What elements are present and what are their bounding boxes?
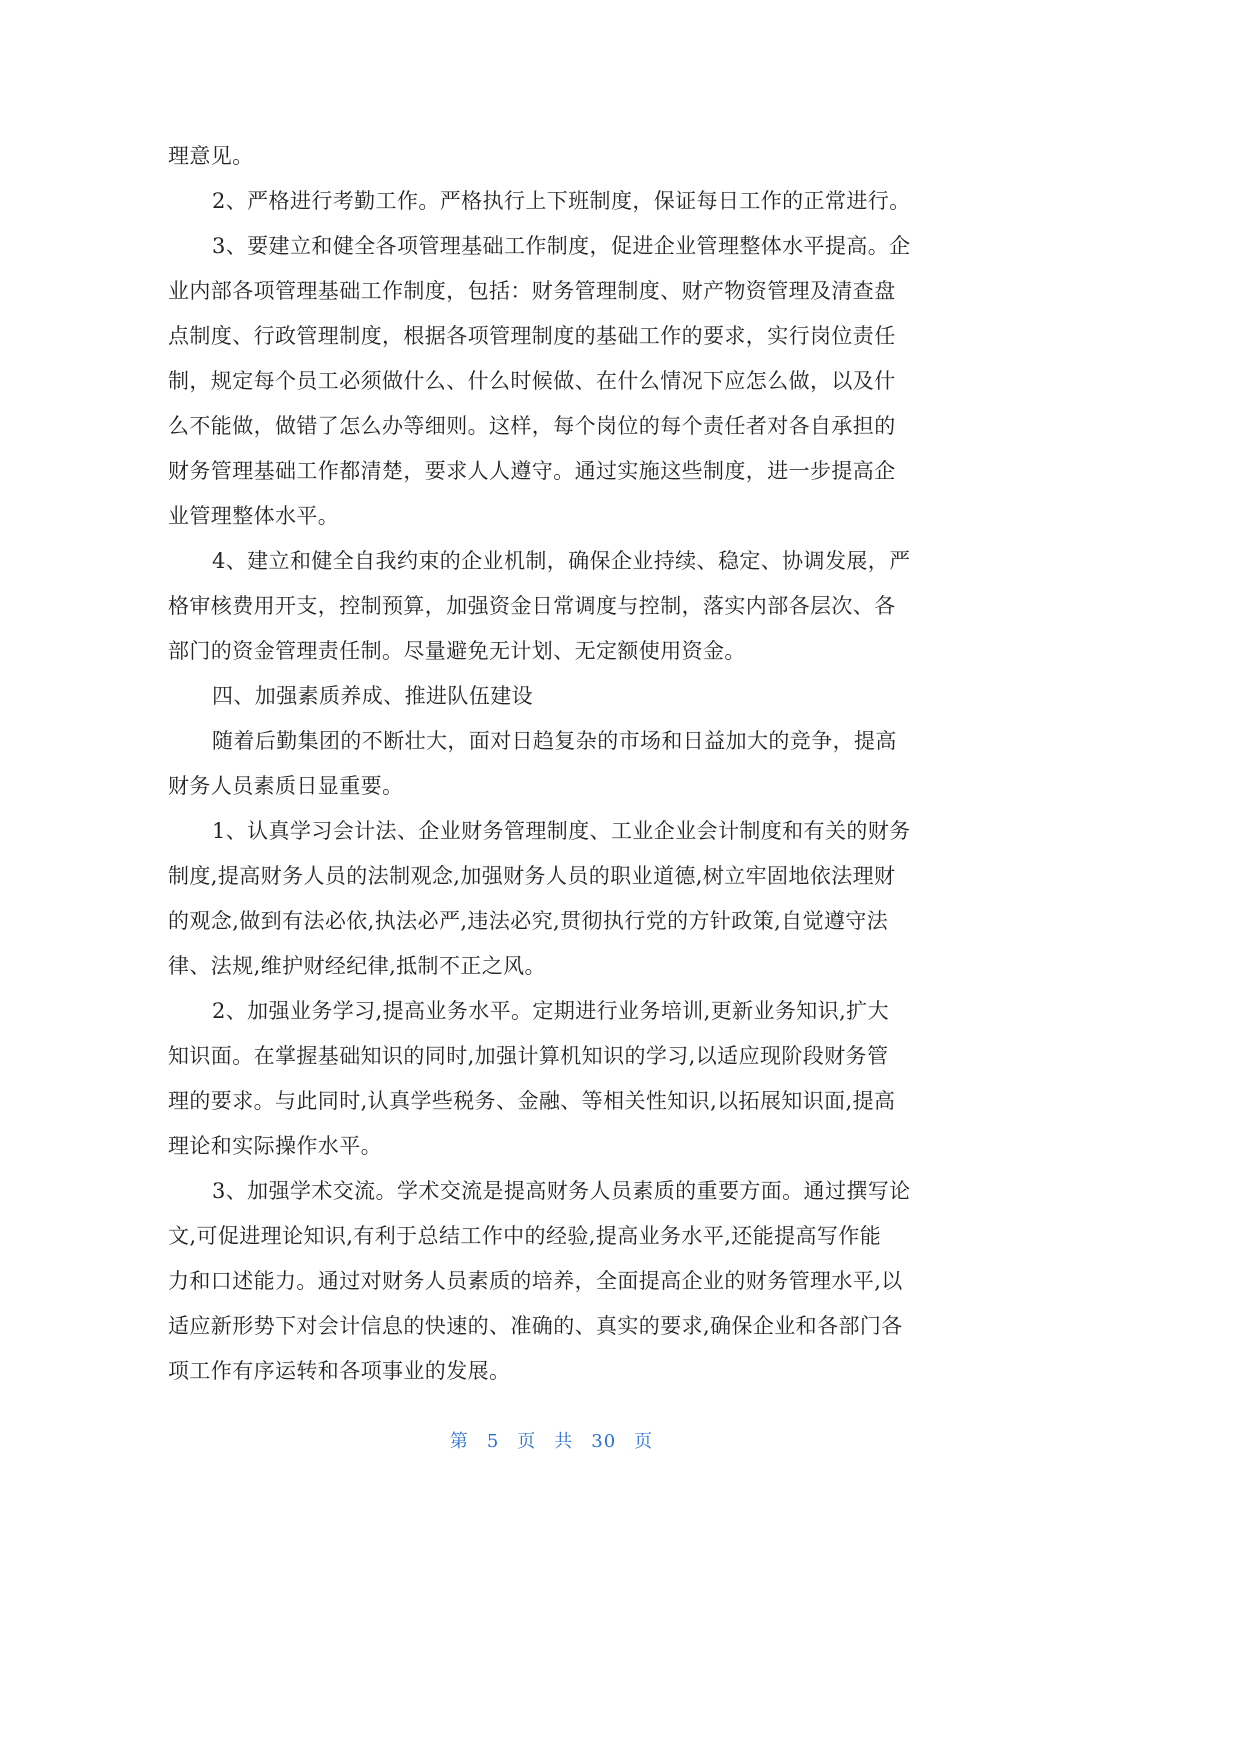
paragraph-line: 业管理整体水平。 <box>168 504 340 528</box>
paragraph-line: 财务管理基础工作都清楚，要求人人遵守。通过实施这些制度，进一步提高企 <box>168 459 896 483</box>
paragraph-line: 3、加强学术交流。学术交流是提高财务人员素质的重要方面。通过撰写论 <box>212 1179 911 1203</box>
paragraph-line: 适应新形势下对会计信息的快速的、准确的、真实的要求,确保企业和各部门各 <box>168 1314 903 1338</box>
footer-gong: 共 <box>554 1431 574 1452</box>
paragraph-line: 的观念,做到有法必依,执法必严,违法必究,贯彻执行党的方针政策,自觉遵守法 <box>168 909 889 933</box>
footer-total-pages: 30 <box>591 1431 617 1452</box>
paragraph-line: 制，规定每个员工必须做什么、什么时候做、在什么情况下应怎么做，以及什 <box>168 369 896 393</box>
paragraph-line: 理意见。 <box>168 144 254 168</box>
paragraph-line: 格审核费用开支，控制预算，加强资金日常调度与控制，落实内部各层次、各 <box>168 594 896 618</box>
paragraph-line: 1、认真学习会计法、企业财务管理制度、工业企业会计制度和有关的财务 <box>212 819 911 843</box>
paragraph-line: 力和口述能力。通过对财务人员素质的培养，全面提高企业的财务管理水平,以 <box>168 1269 903 1293</box>
paragraph-line: 财务人员素质日显重要。 <box>168 774 404 798</box>
footer-ye-end: 页 <box>634 1431 654 1452</box>
paragraph-line: 律、法规,维护财经纪律,抵制不正之风。 <box>168 954 546 978</box>
paragraph-line: 项工作有序运转和各项事业的发展。 <box>168 1359 511 1383</box>
paragraph-line: 业内部各项管理基础工作制度，包括：财务管理制度、财产物资管理及清查盘 <box>168 279 896 303</box>
page-footer <box>0 1427 1103 1457</box>
paragraph-line: 文,可促进理论知识,有利于总结工作中的经验,提高业务水平,还能提高写作能 <box>168 1224 882 1248</box>
paragraph-line: 理的要求。与此同时,认真学些税务、金融、等相关性知识,以拓展知识面,提高 <box>168 1089 896 1113</box>
paragraph-line: 制度,提高财务人员的法制观念,加强财务人员的职业道德,树立牢固地依法理财 <box>168 864 896 888</box>
paragraph-line: 点制度、行政管理制度，根据各项管理制度的基础工作的要求，实行岗位责任 <box>168 324 896 348</box>
paragraph-line: 么不能做，做错了怎么办等细则。这样，每个岗位的每个责任者对各自承担的 <box>168 414 896 438</box>
paragraph-line: 2、加强业务学习,提高业务水平。定期进行业务培训,更新业务知识,扩大 <box>212 999 889 1023</box>
section-heading: 四、加强素质养成、推进队伍建设 <box>212 684 533 708</box>
footer-di: 第 <box>449 1431 469 1452</box>
paragraph-line: 随着后勤集团的不断壮大，面对日趋复杂的市场和日益加大的竞争，提高 <box>212 729 897 753</box>
paragraph-line: 2、严格进行考勤工作。严格执行上下班制度，保证每日工作的正常进行。 <box>212 189 911 213</box>
footer-ye: 页 <box>517 1431 537 1452</box>
paragraph-line: 知识面。在掌握基础知识的同时,加强计算机知识的学习,以适应现阶段财务管 <box>168 1044 889 1068</box>
paragraph-line: 4、建立和健全自我约束的企业机制，确保企业持续、稳定、协调发展，严 <box>212 549 911 573</box>
footer-current-page: 5 <box>486 1431 500 1452</box>
paragraph-line: 理论和实际操作水平。 <box>168 1134 382 1158</box>
paragraph-line: 3、要建立和健全各项管理基础工作制度，促进企业管理整体水平提高。企 <box>212 234 911 258</box>
paragraph-line: 部门的资金管理责任制。尽量避免无计划、无定额使用资金。 <box>168 639 746 663</box>
